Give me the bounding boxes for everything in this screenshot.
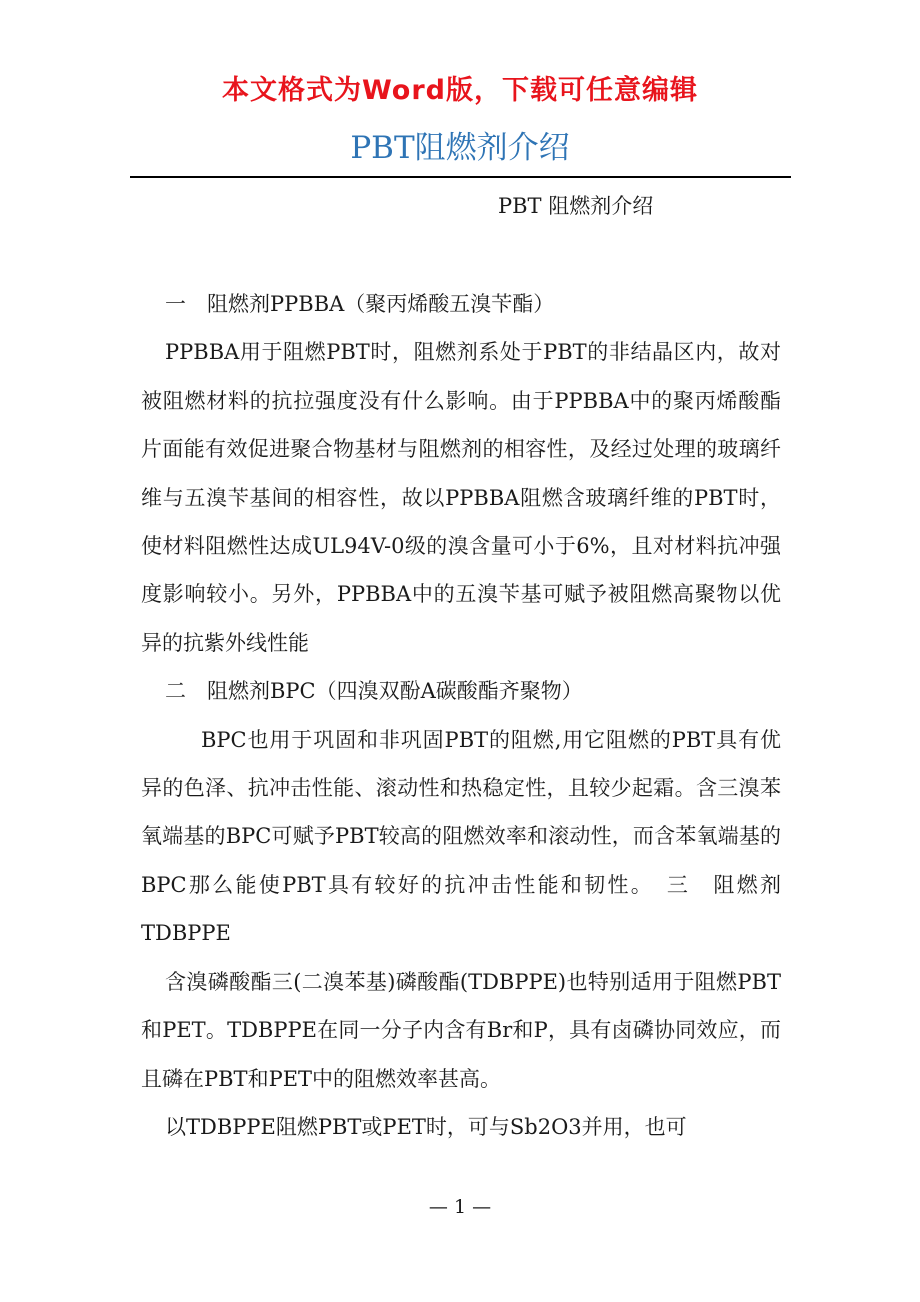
document-title: PBT阻燃剂介绍 [350, 130, 570, 166]
page-number: — 1 — [428, 1196, 492, 1218]
paragraph-tdbppe-usage: 以TDBPPE阻燃PBT或PET时，可与Sb2O3并用，也可 [165, 1114, 687, 1139]
paragraph-bpc: BPC也用于巩固和非巩固PBT的阻燃,用它阻燃的PBT具有优异的色泽、抗冲击性能、滚动性和热稳定性，且较少起霜。含三溴苯氧端基的BPC可赋予PBT较高的阻燃效率和滚动性，而含苯氧端基的BPC那么能使PBT具有较好的抗冲击性能和韧性。 三 阻燃剂TDBPPE [141, 727, 781, 946]
heading-bpc: 二 阻燃剂BPC（四溴双酚A碳酸酯齐聚物） [165, 679, 583, 704]
document-body [141, 280, 781, 1151]
paragraph-tdbppe: 含溴磷酸酯三(二溴苯基)磷酸酯(TDBPPE)也特别适用于阻燃PBT和PET。TDBPPE在同一分子内含有Br和P，具有卤磷协同效应，而且磷在PBT和PET中的阻燃效率甚高。 [141, 969, 781, 1091]
heading-ppbba: 一 阻燃剂PPBBA（聚丙烯酸五溴苄酯） [165, 292, 555, 316]
paragraph-ppbba: PPBBA用于阻燃PBT时，阻燃剂系处于PBT的非结晶区内，故对被阻燃材料的抗拉强度没有什么影响。由于PPBBA中的聚丙烯酸酯片面能有效促进聚合物基材与阻燃剂的相容性，及经过处理的玻璃纤维与五溴苄基间的相容性，故以PPBBA阻燃含玻璃纤维的PBT时，使材料阻燃性达成UL94V-0级的溴含量可小于6%，且对材料抗冲强度影响较小。另外，PPBBA中的五溴苄基可赋予被阻燃高聚物以优异的抗紫外线性能 [141, 340, 781, 655]
title-divider [130, 176, 791, 178]
format-banner: 本文格式为Word版，下载可任意编辑 [221, 75, 698, 106]
section-subtitle: PBT 阻燃剂介绍 [498, 194, 654, 218]
